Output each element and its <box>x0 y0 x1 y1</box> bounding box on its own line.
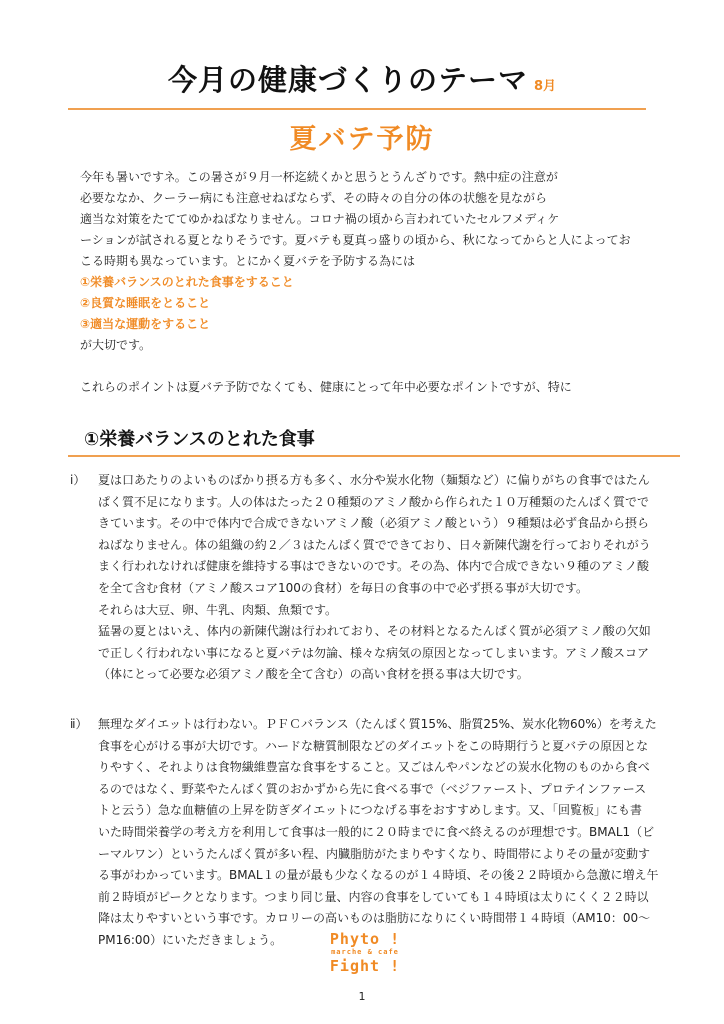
list-item <box>70 470 690 686</box>
item-line: きています。その中で体内で合成できないアミノ酸（必須アミノ酸という）９種類は必ず食品から摂ら <box>98 516 650 531</box>
item-line: いた時間栄養学の考え方を利用して食事は一般的に２０時までに食べ終えるのが理想です。BMAL1（ビ <box>98 824 655 839</box>
item-line: 前２時頃がピークとなります。つまり同じ量、内容の食事をしていても１４時頃は太りにくく２２時以 <box>98 889 649 904</box>
item-line: ぱく質不足になります。人の体はたった２０種類のアミノ酸から作られた１０万種類のたんぱく質でで <box>98 494 650 509</box>
page-subtitle: 夏バテ予防 <box>289 124 435 155</box>
section-divider <box>68 455 680 457</box>
page-title: 今月の健康づくりのテーマ <box>167 63 528 97</box>
item-line: 食事を心がける事が大切です。ハードな糖質制限などのダイエットをこの時期行うと夏バテの原因とな <box>98 738 649 753</box>
item-line: 降は太りやすいという事です。カロリーの高いものは脂肪になりにくい時間帯１４時頃（AM10：00～ <box>98 911 651 926</box>
item-line: ねばなりません。体の組織の約２／３はたんぱく質でできており、日々新陳代謝を行っておりそれがう <box>98 537 651 552</box>
item-line: 夏は口あたりのよいものばかり摂る方も多く、水分や炭水化物（麺類など）に偏りがちの食事ではたん <box>98 473 650 487</box>
item-line: 猛暑の夏とはいえ、体内の新陳代謝は行われており、その材料となるたんぱく質が必須アミノ酸の欠如 <box>98 624 651 639</box>
intro-point-3: ③適当な運動をすること <box>80 317 211 331</box>
item-line: それらは大豆、卵、牛乳、肉類、魚類です。 <box>98 602 338 617</box>
logo-line-1: Phyto ! <box>329 930 401 948</box>
page-number: 1 <box>358 990 366 1003</box>
spacer <box>70 686 690 714</box>
intro-point-1: ①栄養バランスのとれた食事をすること <box>80 275 294 289</box>
intro-line: 今年も暑いですネ。この暑さが９月一杯迄続くかと思うとうんざりです。熱中症の注意が <box>80 170 558 184</box>
item-line: を全て含む食材（アミノ酸スコア100の食材）を毎日の食事の中で必ず摂る事が大切です。 <box>98 580 588 595</box>
item-marker: ⅰ） <box>70 473 86 487</box>
list-item <box>70 714 690 952</box>
item-line: る事がわかっています。BMAL１の量が最も少なくなるのが１４時頃、その後２２時頃から急激に増え午 <box>98 868 659 883</box>
item-line: トと云う）急な血糖値の上昇を防ぎダイエットにつなげる事をおすすめします。又、「回覧板」にも書 <box>98 803 642 818</box>
item-line: まく行われなければ健康を維持する事はできないのです。その為、体内で合成できない９種のアミノ酸 <box>98 559 650 574</box>
intro-line: 適当な対策をたててゆかねばなりません。コロナ禍の頃から言われていたセルフメディケ <box>80 212 560 226</box>
title-row <box>0 58 724 99</box>
title-month: 8月 <box>533 79 557 94</box>
intro-note: これらのポイントは夏バテ予防でなくても、健康にとって年中必要なポイントですが、特に <box>80 380 572 394</box>
title-divider <box>68 108 646 110</box>
item-list <box>70 470 690 951</box>
logo-line-3: Fight ! <box>329 957 401 975</box>
item-line: （体にとって必要な必須アミノ酸を全て含む）の高い食材を摂る事は大切です。 <box>98 667 529 682</box>
item-line: PM16:00）にいただきましょう。 <box>98 932 283 947</box>
logo-line-2: marche & cafe <box>331 948 399 956</box>
intro-line: こる時期も異なっています。とにかく夏バテを予防する為には <box>80 254 416 268</box>
item-line: 無理なダイエットは行わない。ＰＦＣバランス（たんぱく質15%、脂質25%、炭水化物60%）を考えた <box>98 716 657 731</box>
item-line: ーマルワン）というたんぱく質が多い程、内臓脂肪がたまりやすくなり、時間帯によりその量が変動す <box>98 846 651 861</box>
intro-conclusion: が大切です。 <box>80 338 152 352</box>
intro-point-2: ②良質な睡眠をとること <box>80 296 211 310</box>
intro-line: 必要ななか、クーラー病にも注意せねばならず、その時々の自分の体の状態を見ながら <box>80 191 548 205</box>
spacer <box>80 356 660 377</box>
intro-line: ーションが試される夏となりそうです。夏バテも夏真っ盛りの頃から、秋になってからと人によってお <box>80 233 631 247</box>
item-line: で正しく行われない事になると夏バテは勿論、様々な病気の原因となってしまいます。アミノ酸スコア <box>98 645 650 660</box>
brand-logo <box>320 930 410 975</box>
item-marker: ⅱ） <box>70 716 88 731</box>
item-line: りやすく、それよりは食物繊維豊富な食事をすること。又ごはんやパンなどの炭水化物のものから食べ <box>98 760 650 775</box>
section-heading: ①栄養バランスのとれた食事 <box>84 429 315 450</box>
intro-section <box>80 167 660 398</box>
item-line: るのではなく、野菜やたんぱく質のおかずから先に食べる事で（ベジファースト、プロテインファース <box>98 781 647 796</box>
